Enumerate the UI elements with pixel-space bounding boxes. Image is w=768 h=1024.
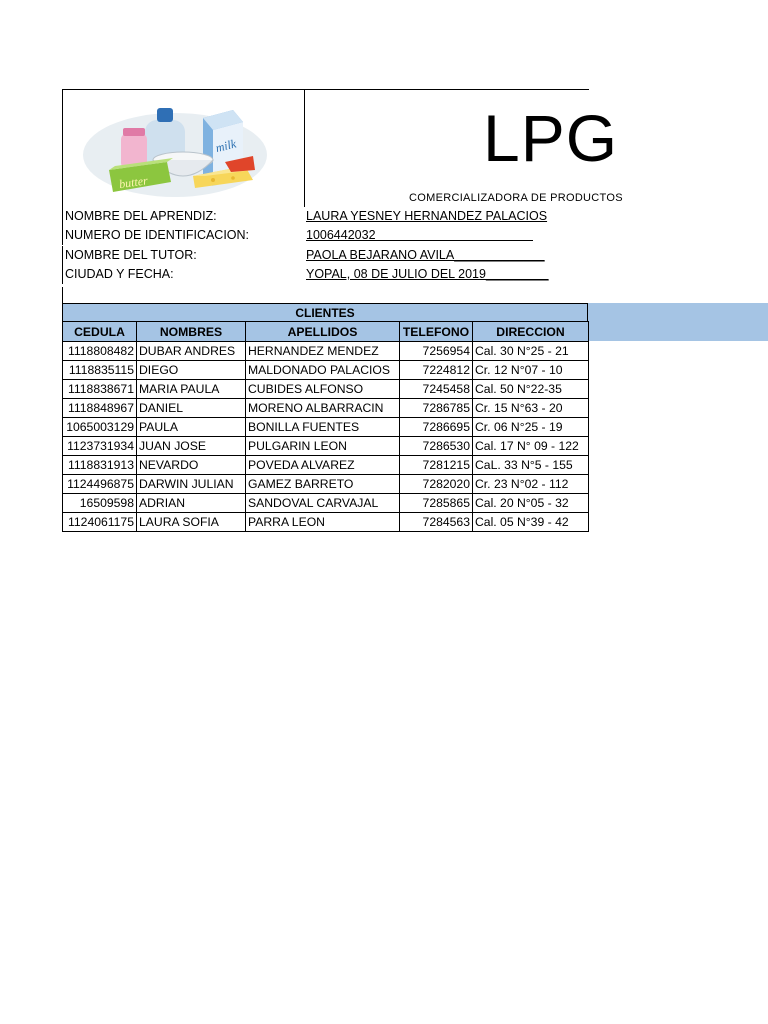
table-cell: GAMEZ BARRETO [246, 475, 400, 494]
table-cell: 1118835115 [63, 361, 137, 380]
info-label: NOMBRE DEL APRENDIZ: [65, 209, 217, 223]
info-row-apprentice [62, 207, 589, 226]
table-cell: POVEDA ALVAREZ [246, 456, 400, 475]
table-cell: 7245458 [400, 380, 473, 399]
table-row [63, 475, 589, 494]
table-cell: 16509598 [63, 494, 137, 513]
dairy-products-icon [85, 100, 285, 200]
table-row [63, 513, 589, 532]
table-cell: Cal. 50 N°22-35 [473, 380, 589, 399]
column-header: CEDULA [63, 322, 137, 342]
table-cell: NEVARDO [137, 456, 246, 475]
table-cell: 1124061175 [63, 513, 137, 532]
table-row [63, 456, 589, 475]
table-row [63, 399, 589, 418]
table-row [63, 342, 589, 361]
table-cell: DARWIN JULIAN [137, 475, 246, 494]
column-header: NOMBRES [137, 322, 246, 342]
table-cell: SANDOVAL CARVAJAL [246, 494, 400, 513]
table-cell: 1124496875 [63, 475, 137, 494]
table-cell: 1123731934 [63, 437, 137, 456]
table-cell: CaL. 33 N°5 - 155 [473, 456, 589, 475]
table-cell: 1118831913 [63, 456, 137, 475]
table-cell: LAURA SOFIA [137, 513, 246, 532]
logo-cell [63, 90, 305, 207]
table-cell: 1118808482 [63, 342, 137, 361]
header-box [62, 89, 623, 208]
table-cell: ADRIAN [137, 494, 246, 513]
table-cell: Cr. 06 N°25 - 19 [473, 418, 589, 437]
table-cell: Cr. 23 N°02 - 112 [473, 475, 589, 494]
info-label: NUMERO DE IDENTIFICACION: [65, 228, 250, 242]
table-row [63, 494, 589, 513]
column-header: TELEFONO [400, 322, 473, 342]
table-cell: 7286530 [400, 437, 473, 456]
brand-title: LPG [483, 101, 619, 175]
table-cell: 7224812 [400, 361, 473, 380]
table-cell: 7286695 [400, 418, 473, 437]
info-row-tutor [62, 246, 589, 265]
table-cell: Cr. 15 N°63 - 20 [473, 399, 589, 418]
table-cell: 1118848967 [63, 399, 137, 418]
info-row-id [62, 226, 589, 245]
table-cell: 7282020 [400, 475, 473, 494]
table-cell: 7285865 [400, 494, 473, 513]
table-cell: 7284563 [400, 513, 473, 532]
table-cell: MALDONADO PALACIOS [246, 361, 400, 380]
table-cell: PULGARIN LEON [246, 437, 400, 456]
info-label: CIUDAD Y FECHA: [65, 267, 174, 281]
table-cell: CUBIDES ALFONSO [246, 380, 400, 399]
table-cell: BONILLA FUENTES [246, 418, 400, 437]
table-cell: Cal. 05 N°39 - 42 [473, 513, 589, 532]
table-cell: 7256954 [400, 342, 473, 361]
table-cell: 1065003129 [63, 418, 137, 437]
table-row [63, 418, 589, 437]
info-label: NOMBRE DEL TUTOR: [65, 248, 197, 262]
table-cell: Cr. 12 N°07 - 10 [473, 361, 589, 380]
underline-fill [375, 240, 533, 241]
table-cell: 7281215 [400, 456, 473, 475]
clients-title: CLIENTES [62, 303, 588, 321]
table-cell: DUBAR ANDRES [137, 342, 246, 361]
table-row [63, 437, 589, 456]
table-cell: PAULA [137, 418, 246, 437]
info-value: YOPAL, 08 DE JULIO DEL 2019_________ [306, 267, 549, 281]
info-value: 1006442032 [306, 228, 376, 242]
table-cell: DIEGO [137, 361, 246, 380]
table-row [63, 361, 589, 380]
table-cell: Cal. 20 N°05 - 32 [473, 494, 589, 513]
column-header: DIRECCION [473, 322, 589, 342]
milk-label: milk [214, 136, 238, 156]
info-row-city-date [62, 265, 589, 284]
table-cell: MORENO ALBARRACIN [246, 399, 400, 418]
header-row [63, 322, 589, 342]
table-row [63, 380, 589, 399]
table-cell: DANIEL [137, 399, 246, 418]
info-value: PAOLA BEJARANO AVILA_____________ [306, 248, 545, 262]
table-cell: PARRA LEON [246, 513, 400, 532]
column-header: APELLIDOS [246, 322, 400, 342]
table-cell: Cal. 17 N° 09 - 122 [473, 437, 589, 456]
table-cell: Cal. 30 N°25 - 21 [473, 342, 589, 361]
table-cell: 1118838671 [63, 380, 137, 399]
table-cell: 7286785 [400, 399, 473, 418]
table-cell: MARIA PAULA [137, 380, 246, 399]
spacer-row [62, 287, 589, 304]
info-value: LAURA YESNEY HERNANDEZ PALACIOS [306, 209, 548, 223]
table-cell: JUAN JOSE [137, 437, 246, 456]
table-cell: HERNANDEZ MENDEZ [246, 342, 400, 361]
butter-label: butter [118, 173, 149, 192]
clients-table [62, 321, 589, 532]
brand-subtitle: COMERCIALIZADORA DE PRODUCTOS [409, 192, 623, 204]
